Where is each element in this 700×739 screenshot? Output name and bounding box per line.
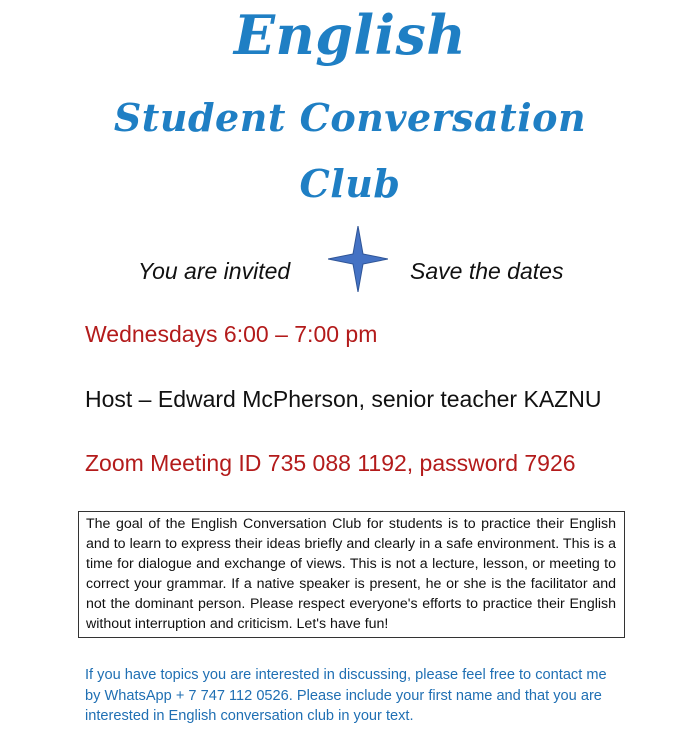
invite-right-text: Save the dates — [410, 258, 564, 284]
title-student-conversation: Student Conversation — [113, 95, 587, 140]
contact-info: If you have topics you are interested in discussing, please feel free to contact me by WhatsApp + 7 747 112 0526. Please include your first name and that you are interested in English conversation club in your text. — [85, 667, 607, 724]
goal-description-box — [78, 511, 625, 638]
invite-row — [0, 226, 700, 296]
title-english: English — [233, 3, 467, 67]
four-point-star-icon — [328, 226, 388, 292]
meeting-time: Wednesdays 6:00 – 7:00 pm — [85, 321, 378, 347]
goal-text: The goal of the English Conversation Club for students is to practice their English and to learn to express their ideas briefly and clearly in a safe environment. This is a time for dialogue and exchange of views. This is not a lecture, lesson, or meeting to correct your grammar. If a native speaker is present, he or she is the facilitator and not the dominant person. Please respect everyone's efforts to practice their English without interruption and criticism. Let's have fun! — [86, 516, 616, 632]
title-club: Club — [299, 161, 401, 206]
host-info: Host – Edward McPherson, senior teacher KAZNU — [85, 386, 602, 412]
invite-left-text: You are invited — [138, 258, 291, 284]
zoom-info: Zoom Meeting ID 735 088 1192, password 7926 — [85, 450, 576, 476]
